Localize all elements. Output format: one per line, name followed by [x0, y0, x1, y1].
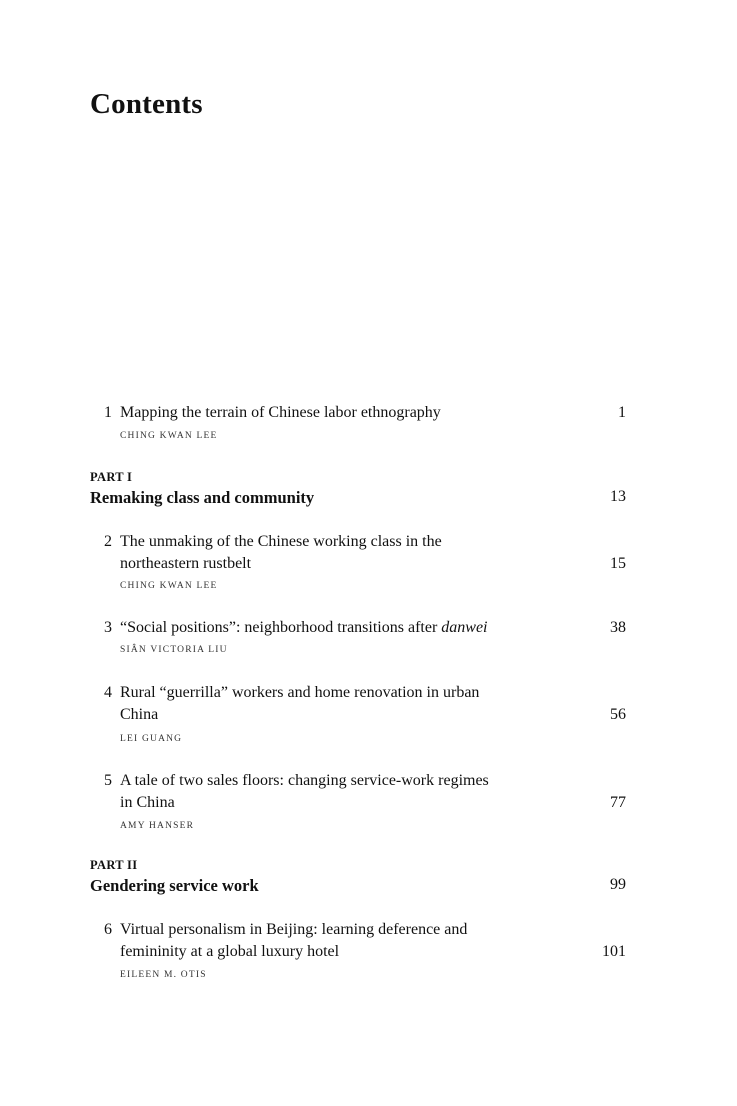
chapter-number: 3: [104, 619, 112, 636]
chapter-title: Mapping the terrain of Chinese labor ethnography: [120, 404, 441, 421]
chapter-number: 4: [104, 684, 112, 701]
chapter-author: AMY HANSER: [120, 821, 195, 831]
chapter-page-number: 101: [602, 943, 626, 960]
chapter-title-line-2: northeastern rustbelt: [120, 555, 252, 572]
chapter-title-line-2: femininity at a global luxury hotel: [120, 943, 340, 960]
chapter-title-line-1: Virtual personalism in Beijing: learning deference and: [120, 921, 468, 938]
chapter-number: 6: [104, 921, 112, 938]
chapter-author: EILEEN M. OTIS: [120, 970, 207, 980]
part-title[interactable]: Remaking class and community: [90, 488, 315, 507]
part-label: PART II: [90, 858, 138, 872]
chapter-title-line-1: The unmaking of the Chinese working class in the: [120, 533, 442, 550]
chapter-number: 2: [104, 533, 112, 550]
chapter-title-italic: danwei: [441, 619, 488, 636]
chapter-title-line-1: A tale of two sales floors: changing service-work regimes: [120, 772, 489, 789]
chapter-page-number: 56: [610, 706, 626, 723]
chapter-number: 1: [104, 404, 112, 421]
part-page-number: 13: [610, 488, 626, 505]
chapter-page-number: 77: [610, 794, 626, 811]
part-page-number: 99: [610, 876, 626, 893]
chapter-author: LEI GUANG: [120, 734, 183, 744]
chapter-title-line-1: Rural “guerrilla” workers and home renovation in urban: [120, 684, 480, 701]
chapter-author: CHING KWAN LEE: [120, 581, 218, 591]
chapter-page-number: 38: [610, 619, 626, 636]
chapter-author: CHING KWAN LEE: [120, 431, 218, 441]
chapter-author: SIÂN VICTORIA LIU: [120, 645, 228, 655]
chapter-number: 5: [104, 772, 112, 789]
chapter-page-number: 1: [618, 404, 626, 421]
chapter-title-line-2: in China: [120, 794, 175, 811]
chapter-title-text: “Social positions”: neighborhood transitions after: [120, 619, 442, 636]
chapter-page-number: 15: [610, 555, 626, 572]
chapter-title: [120, 617, 560, 639]
part-label: PART I: [90, 470, 133, 484]
chapter-title-line-2: China: [120, 706, 159, 723]
part-title[interactable]: Gendering service work: [90, 876, 259, 895]
page-title: Contents: [90, 88, 203, 120]
